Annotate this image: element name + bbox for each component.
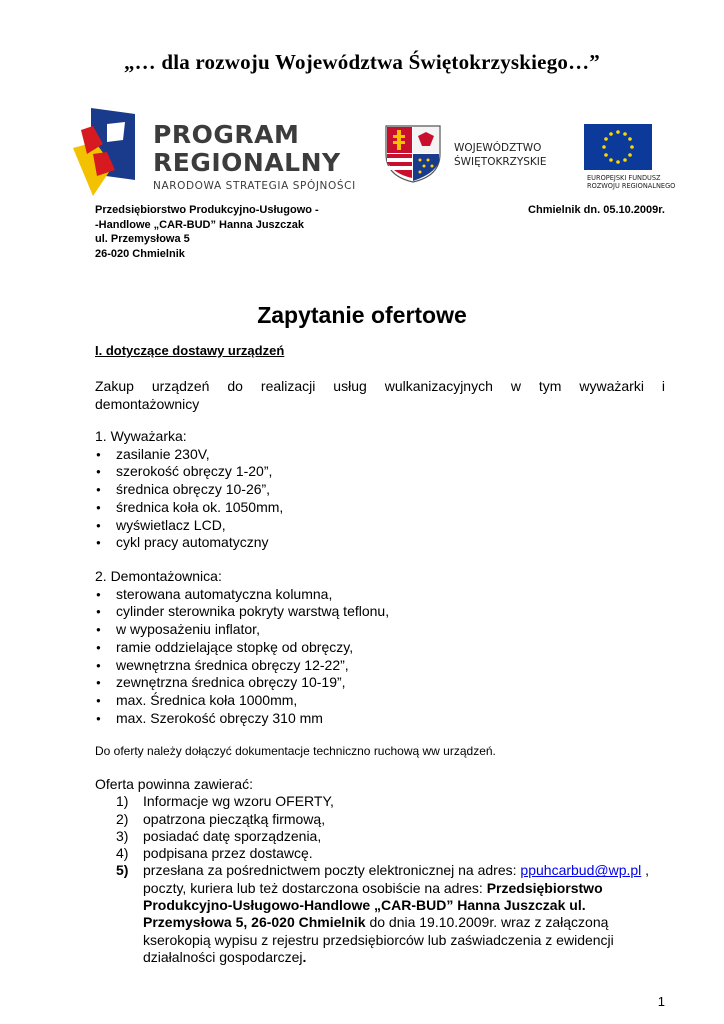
item-number: 5) [116,862,129,879]
item-text: podpisana przez dostawcę. [143,845,313,862]
offer-requirements [95,776,675,966]
voivodeship-name [454,141,547,169]
list-item: ● wyświetlacz LCD, [95,517,655,535]
regionalny-word: REGIONALNY [153,148,341,177]
item-end: . [302,948,307,965]
item-text: posiadać datę sporządzenia, [143,827,322,844]
list-item: ● ramie oddzielające stopkę od obręczy, [95,639,655,657]
eu-fund-name [587,174,675,190]
list-item: ● sterowana automatyczna kolumna, [95,586,655,604]
program-regionalny-emblem-icon [73,108,148,203]
list-item: ● cylinder sterownika pokryty warstwą teflonu, [95,603,655,621]
item-text: przesłana za pośrednictwem poczty elektronicznej na adres: [143,862,521,879]
item-number: 2) [116,810,129,827]
list-item: ● max. Szerokość obręczy 310 mm [95,710,655,728]
list-item [95,828,675,845]
sender-line3: ul. Przemysłowa 5 [95,233,190,245]
program-word: PROGRAM [153,120,300,149]
item-text: do dnia 19.10.2009r. wraz z załączoną kserokopią wypisu z rejestru przedsiębiorców lub zaświadczenia z ewidencji działalności gospodarczej [143,914,614,965]
list-item [95,862,675,966]
item-number: 1) [116,793,129,810]
eu-fund-line1: EUROPEJSKI FUNDUSZ [587,174,661,182]
list-item: ● szerokość obręczy 1-20”, [95,463,655,481]
voivodeship-line1: WOJEWÓDZTWO [454,142,542,154]
intro-line1: Zakup urządzeń do realizacji usług wulkanizacyjnych w tym wyważarki i [95,378,665,394]
document-title: Zapytanie ofertowe [257,302,467,328]
list-item [95,845,675,862]
program-subtitle: NARODOWA STRATEGIA SPÓJNOŚCI [153,180,356,192]
machine2-block [95,568,655,727]
list-item: ● w wyposażeniu inflator, [95,621,655,639]
item-text: , poczty, kuriera lub też dostarczona osobiście na adres: [143,862,650,896]
list-item: ● cykl pracy automatyczny [95,534,655,552]
machine1-block [95,428,655,552]
eu-flag-icon [584,124,652,170]
list-item: ● średnica obręczy 10-26”, [95,481,655,499]
machine2-spec-list [95,586,655,728]
list-item: ● średnica koła ok. 1050mm, [95,499,655,517]
program-regionalny-logo [73,108,373,203]
item-text: Informacje wg wzoru OFERTY, [143,793,334,810]
item-number: 4) [116,845,129,862]
voivodeship-logo [384,124,564,184]
documentation-note: Do oferty należy dołączyć dokumentacje techniczno ruchową ww urządzeń. [95,744,496,758]
email-link[interactable]: ppuhcarbud@wp.pl [520,862,642,879]
section-heading: I. dotyczące dostawy urządzeń [95,343,285,358]
delivery-address: Przedsiębiorstwo Produkcyjno-Usługowo-Handlowe „CAR-BUD” Hanna Juszczak ul. Przemysłowa 5, 26-020 Chmielnik [143,879,603,931]
list-item [95,793,675,810]
offer-intro: Oferta powinna zawierać: [95,776,253,792]
list-item: ● zasilanie 230V, [95,446,655,464]
document-date: Chmielnik dn. 05.10.2009r. [528,204,665,216]
intro-line2: demontażownicy [95,396,200,412]
voivodeship-line2: ŚWIĘTOKRZYSKIE [454,156,547,168]
page-number: 1 [657,994,665,1009]
item-number: 3) [116,827,129,844]
voivodeship-coat-of-arms-icon [384,124,442,184]
intro-paragraph [95,377,665,413]
list-item [95,811,675,828]
offer-requirements-list [95,793,675,966]
sender-line1: Przedsiębiorstwo Produkcyjno-Usługowo - [95,204,319,216]
eu-fund-line2: ROZWOJU REGIONALNEGO [587,182,676,190]
item-text: opatrzona pieczątką firmową, [143,810,326,827]
eu-fund-logo [584,124,694,194]
machine1-heading: 1. Wyważarka: [95,428,187,444]
header-motto: „… dla rozwoju Województwa Świętokrzyskiego…” [123,50,601,74]
sender-address [95,203,319,261]
list-item: ● zewnętrzna średnica obręczy 10-19”, [95,674,655,692]
sender-line2: -Handlowe „CAR-BUD” Hanna Juszczak [95,218,305,231]
list-item: ● max. Średnica koła 1000mm, [95,692,655,710]
list-item: ● wewnętrzna średnica obręczy 12-22”, [95,657,655,675]
sender-line4: 26-020 Chmielnik [95,247,185,260]
machine1-spec-list [95,446,655,552]
machine2-heading: 2. Demontażownica: [95,568,222,584]
